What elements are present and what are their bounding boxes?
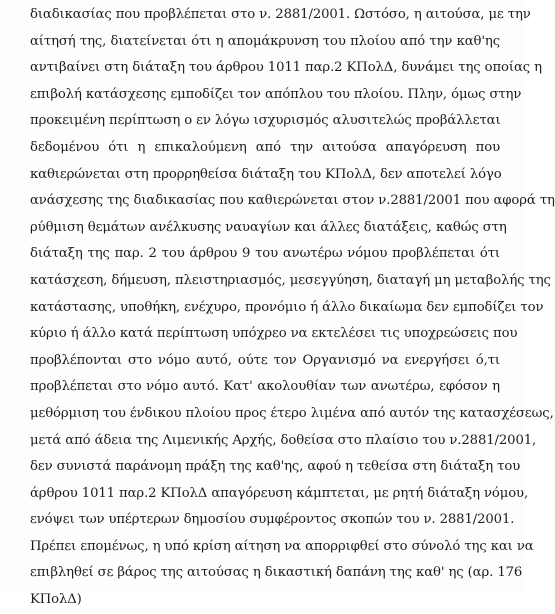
text-line: επιβολή κατάσχεσης εμποδίζει τον απόπλου του πλοίου. Πλην, όμως στην	[30, 86, 522, 102]
text-line: άρθρου 1011 παρ.2 ΚΠολΔ απαγόρευση κάμπτεται, με ρητή διάταξη νόμου,	[30, 485, 529, 501]
text-line: δεν συνιστά παράνομη πράξη της καθ'ης, αφού η τεθείσα στη διάταξη του	[30, 459, 521, 475]
text-line: ανάσχεσης της διαδικασίας που καθιερώνεται στον ν.2881/2001 που αφορά τη	[30, 193, 555, 209]
text-line: αίτησή της, διατείνεται ότι η απομάκρυνση του πλοίου από την καθ'ης	[30, 33, 500, 49]
text-line: αντιβαίνει στη διάταξη του άρθρου 1011 παρ.2 ΚΠολΔ, δυνάμει της οποίας η	[30, 60, 542, 76]
text-line: επιβληθεί σε βάρος της αιτούσας η δικαστική δαπάνη της καθ' ης (αρ. 176	[30, 565, 523, 581]
text-line: καθιερώνεται στη προρρηθείσα διάταξη του ΚΠολΔ, δεν αποτελεί λόγο	[30, 166, 502, 182]
text-line: κατάστασης, υποθήκη, ενέχυρο, προνόμιο ή άλλο δικαίωμα δεν εμποδίζει τον	[30, 299, 544, 315]
text-line: διάταξη της παρ. 2 του άρθρου 9 του ανωτέρω νόμου προβλέπεται ότι	[30, 246, 500, 262]
text-line: κύριο ή άλλο κατά περίπτωση υπόχρεο να εκτελέσει τις υποχρεώσεις που	[30, 326, 518, 342]
text-line: ρύθμιση θεμάτων ανέλκυσης ναυαγίων και άλλες διατάξεις, καθώς στη	[30, 219, 507, 235]
text-line: προκειμένη περίπτωση ο εν λόγω ισχυρισμός αλυσιτελώς προβάλλεται	[30, 113, 501, 129]
text-line: προβλέπονται στο νόμο αυτό, ούτε τον Οργανισμό να ενεργήσει ό,τι	[30, 352, 500, 368]
text-line: Πρέπει επομένως, η υπό κρίση αίτηση να απορριφθεί στο σύνολό της και να	[30, 538, 534, 554]
text-line: δεδομένου ότι η επικαλούμενη από την αιτούσα απαγόρευση που	[30, 139, 500, 155]
text-line: προβλέπεται στο νόμο αυτό. Κατ' ακολουθίαν των ανωτέρω, εφόσον η	[30, 379, 500, 395]
text-line: ενόψει των υπέρτερων δημοσίου συμφέροντος σκοπών του ν. 2881/2001.	[30, 512, 515, 528]
text-line: διαδικασίας που προβλέπεται στο ν. 2881/2001. Ωστόσο, η αιτούσα, με την	[30, 7, 531, 22]
text-line: μεθόρμιση του ένδικου πλοίου προς έτερο λιμένα από αυτόν της κατασχέσεως,	[30, 405, 554, 421]
text-line: μετά από άδεια της Λιμενικής Αρχής, δοθείσα στο πλαίσιο του ν.2881/2001,	[30, 432, 537, 448]
body-text	[30, 2, 555, 614]
text-line-last: ΚΠολΔ)	[30, 592, 82, 608]
text-line: κατάσχεση, δήμευση, πλειστηριασμός, μεσεγγύηση, διαταγή μη μεταβολής της	[30, 272, 551, 288]
